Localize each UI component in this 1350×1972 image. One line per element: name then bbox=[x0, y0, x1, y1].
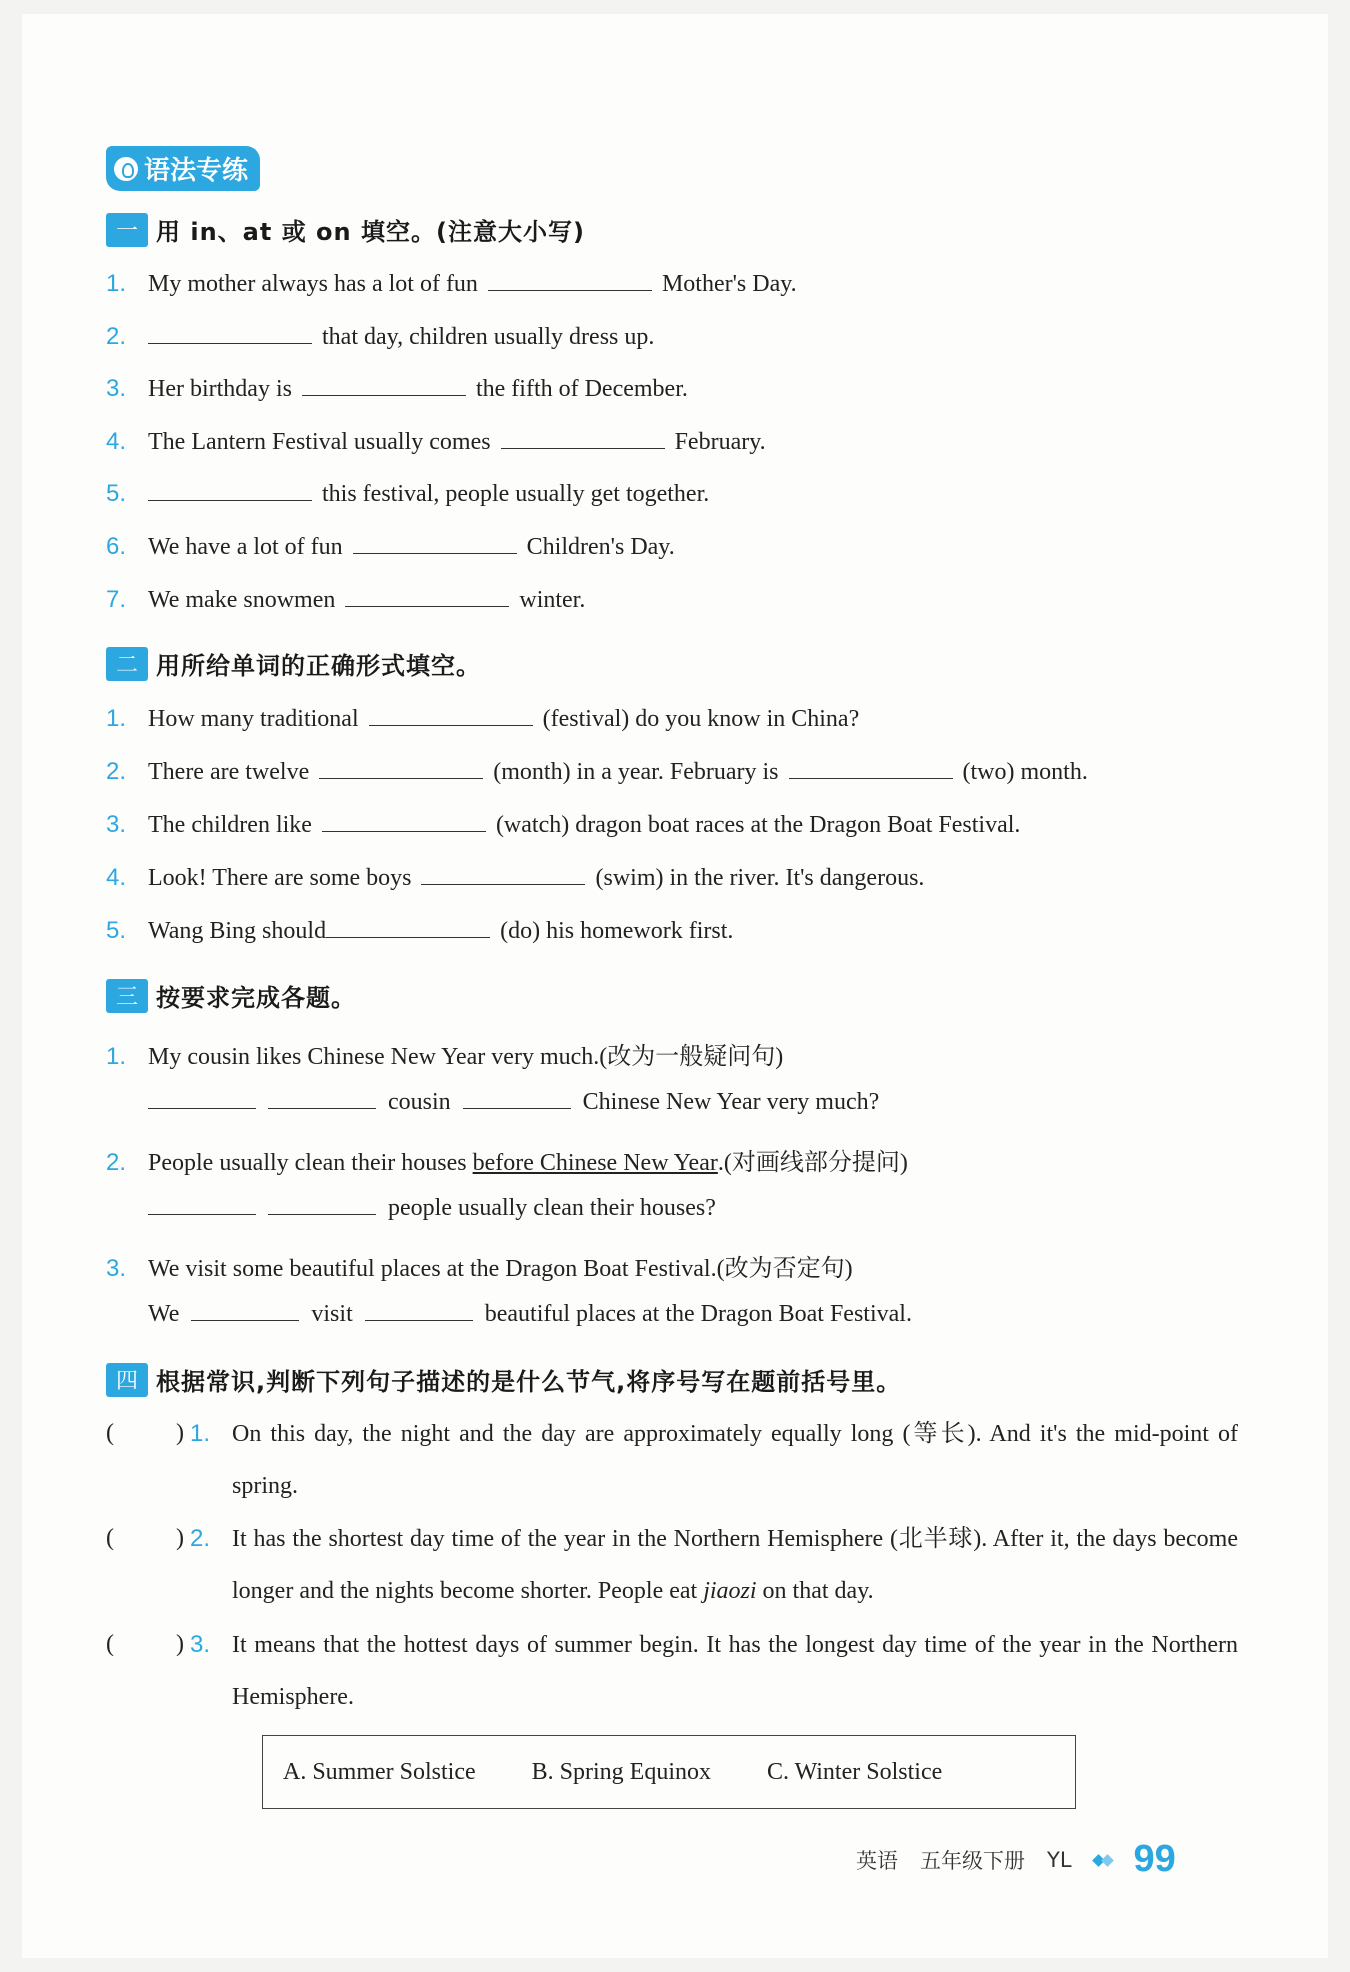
question-text: The Lantern Festival usually comes bbox=[148, 429, 491, 455]
section-number: 四 bbox=[106, 1363, 148, 1397]
footer-subject: 英语 bbox=[856, 1848, 898, 1873]
section-title: 用 in、at 或 on 填空。(注意大小写) bbox=[156, 218, 585, 246]
question-text: Wang Bing should bbox=[148, 918, 327, 944]
section-title: 用所给单词的正确形式填空。 bbox=[156, 652, 481, 680]
question-text: (two) month. bbox=[962, 759, 1088, 785]
section-2-heading bbox=[106, 646, 481, 681]
question-text: Children's Day. bbox=[526, 534, 675, 560]
answer-blank[interactable] bbox=[191, 1319, 299, 1321]
question-line bbox=[106, 270, 797, 298]
question-text: (festival) do you know in China? bbox=[542, 706, 860, 732]
answer-blank[interactable] bbox=[789, 777, 953, 779]
section-1-heading bbox=[106, 212, 585, 247]
question-number: 3. bbox=[190, 1631, 211, 1658]
question-text: (month) in a year. February is bbox=[493, 759, 779, 785]
answer-bracket-close: ) bbox=[176, 1420, 184, 1446]
question-number: 2. bbox=[106, 1149, 127, 1176]
question-number: 5. bbox=[106, 917, 127, 944]
question-text: Look! There are some boys bbox=[148, 865, 412, 891]
question-line bbox=[106, 533, 675, 561]
footer-edition: YL bbox=[1047, 1847, 1072, 1872]
question-text: Her birthday is bbox=[148, 376, 292, 402]
italic-term: jiaozi bbox=[703, 1578, 757, 1604]
answer-blank[interactable] bbox=[148, 1107, 256, 1109]
answer-blank[interactable] bbox=[353, 552, 517, 554]
answer-blank[interactable] bbox=[326, 936, 490, 938]
question-line bbox=[106, 1248, 853, 1283]
section-number: 三 bbox=[106, 979, 148, 1013]
question-text: this festival, people usually get together. bbox=[322, 481, 710, 507]
question-number: 2. bbox=[106, 758, 127, 785]
answer-text: Chinese New Year very much? bbox=[582, 1089, 880, 1115]
answer-bracket-close: ) bbox=[176, 1631, 184, 1657]
answer-blank[interactable] bbox=[148, 499, 312, 501]
question-text: There are twelve bbox=[148, 759, 310, 785]
question-number: 1. bbox=[106, 705, 127, 732]
footer-grade: 五年级下册 bbox=[920, 1848, 1025, 1873]
answer-text: people usually clean their houses? bbox=[388, 1195, 716, 1221]
question-text: My cousin likes Chinese New Year very much. bbox=[148, 1044, 600, 1070]
question-text: How many traditional bbox=[148, 706, 359, 732]
option-item: C. Winter Solstice bbox=[767, 1758, 943, 1785]
question-line bbox=[106, 323, 654, 351]
question-text: It means that the hottest days of summer begin. It has the longest day time of the year in the Northern Hemisphere. bbox=[232, 1632, 1238, 1710]
question-number: 1. bbox=[190, 1420, 211, 1447]
question-text: We have a lot of fun bbox=[148, 534, 343, 560]
answer-text: visit bbox=[311, 1301, 353, 1327]
answer-line bbox=[148, 1195, 716, 1222]
answer-blank[interactable] bbox=[369, 724, 533, 726]
answer-blank[interactable] bbox=[268, 1107, 376, 1109]
section-3-heading bbox=[106, 978, 356, 1013]
question-line bbox=[106, 480, 709, 508]
question-line bbox=[106, 917, 733, 945]
answer-blank[interactable] bbox=[488, 289, 652, 291]
section-4-heading bbox=[106, 1362, 901, 1397]
answer-blank[interactable] bbox=[148, 342, 312, 344]
answer-line bbox=[148, 1301, 912, 1328]
question-number: 6. bbox=[106, 533, 127, 560]
question-number: 2. bbox=[190, 1525, 211, 1552]
underlined-text: before Chinese New Year bbox=[472, 1150, 718, 1176]
question-text: My mother always has a lot of fun bbox=[148, 271, 478, 297]
question-text: It has the shortest day time of the year in the Northern Hemisphere (北半球). After it, the days become longer and the nights become shorter. People eat jiaozi on that day. bbox=[232, 1526, 1238, 1604]
answer-blank[interactable] bbox=[302, 394, 466, 396]
question-text: winter. bbox=[519, 587, 586, 613]
section-title: 根据常识,判断下列句子描述的是什么节气,将序号写在题前括号里。 bbox=[156, 1368, 902, 1396]
answer-blank[interactable] bbox=[365, 1319, 473, 1321]
answer-blank[interactable] bbox=[501, 447, 665, 449]
question-number: 3. bbox=[106, 811, 127, 838]
question-line bbox=[106, 1142, 908, 1177]
answer-text: We bbox=[148, 1301, 180, 1327]
question-line bbox=[106, 428, 766, 456]
answer-text: cousin bbox=[388, 1089, 451, 1115]
question-hint: (对画线部分提问) bbox=[723, 1150, 908, 1176]
question-line bbox=[106, 375, 688, 403]
section-badge bbox=[106, 146, 260, 191]
answer-blank[interactable] bbox=[322, 830, 486, 832]
question-line bbox=[106, 586, 585, 614]
answer-blank[interactable] bbox=[421, 883, 585, 885]
question-text: that day, children usually dress up. bbox=[322, 324, 655, 350]
answer-blank[interactable] bbox=[319, 777, 483, 779]
question-text: February. bbox=[674, 429, 766, 455]
options-box bbox=[262, 1735, 1076, 1809]
question-number: 3. bbox=[106, 1255, 127, 1282]
question-text: (swim) in the river. It's dangerous. bbox=[595, 865, 925, 891]
question-text: . bbox=[717, 1150, 724, 1176]
section-number: 一 bbox=[106, 213, 148, 247]
question-text: the fifth of December. bbox=[475, 376, 688, 402]
answer-line bbox=[148, 1089, 879, 1116]
question-hint: (改为否定句) bbox=[716, 1256, 853, 1282]
question-line bbox=[106, 758, 1088, 786]
answer-bracket-open[interactable]: ( bbox=[106, 1631, 114, 1657]
answer-bracket-open[interactable]: ( bbox=[106, 1420, 114, 1446]
answer-blank[interactable] bbox=[345, 605, 509, 607]
question-text: (watch) dragon boat races at the Dragon Boat Festival. bbox=[495, 812, 1021, 838]
section-title: 按要求完成各题。 bbox=[156, 984, 356, 1012]
question-text: The children like bbox=[148, 812, 312, 838]
question-number: 7. bbox=[106, 586, 127, 613]
option-item: B. Spring Equinox bbox=[531, 1758, 711, 1785]
question-line bbox=[106, 864, 924, 892]
option-item: A. Summer Solstice bbox=[283, 1758, 476, 1785]
question-line bbox=[106, 705, 859, 733]
page-footer bbox=[856, 1838, 1176, 1881]
question-hint: (改为一般疑问句) bbox=[599, 1044, 784, 1070]
answer-text: beautiful places at the Dragon Boat Festival. bbox=[484, 1301, 912, 1327]
question-text: (do) his homework first. bbox=[500, 918, 734, 944]
question-text: People usually clean their houses bbox=[148, 1150, 467, 1176]
rocket-icon bbox=[114, 157, 138, 181]
page-number: 99 bbox=[1133, 1838, 1176, 1880]
answer-bracket-close: ) bbox=[176, 1525, 184, 1551]
answer-bracket-open[interactable]: ( bbox=[106, 1525, 114, 1551]
question-line bbox=[106, 811, 1020, 839]
question-number: 4. bbox=[106, 864, 127, 891]
answer-blank[interactable] bbox=[268, 1213, 376, 1215]
question-number: 1. bbox=[106, 1043, 127, 1070]
section-number: 二 bbox=[106, 647, 148, 681]
answer-blank[interactable] bbox=[463, 1107, 571, 1109]
question-number: 2. bbox=[106, 323, 127, 350]
question-number: 5. bbox=[106, 480, 127, 507]
question-number: 1. bbox=[106, 270, 127, 297]
question-text: Mother's Day. bbox=[661, 271, 797, 297]
question-number: 3. bbox=[106, 375, 127, 402]
diamond-icon bbox=[1094, 1851, 1112, 1869]
question-text: On this day, the night and the day are approximately equally long (等长). And it's the mid-point of spring. bbox=[232, 1421, 1238, 1499]
answer-blank[interactable] bbox=[148, 1213, 256, 1215]
question-text: We make snowmen bbox=[148, 587, 336, 613]
badge-label: 语法专练 bbox=[144, 156, 249, 186]
question-text: We visit some beautiful places at the Dragon Boat Festival. bbox=[148, 1256, 717, 1282]
question-number: 4. bbox=[106, 428, 127, 455]
question-line bbox=[106, 1036, 783, 1071]
